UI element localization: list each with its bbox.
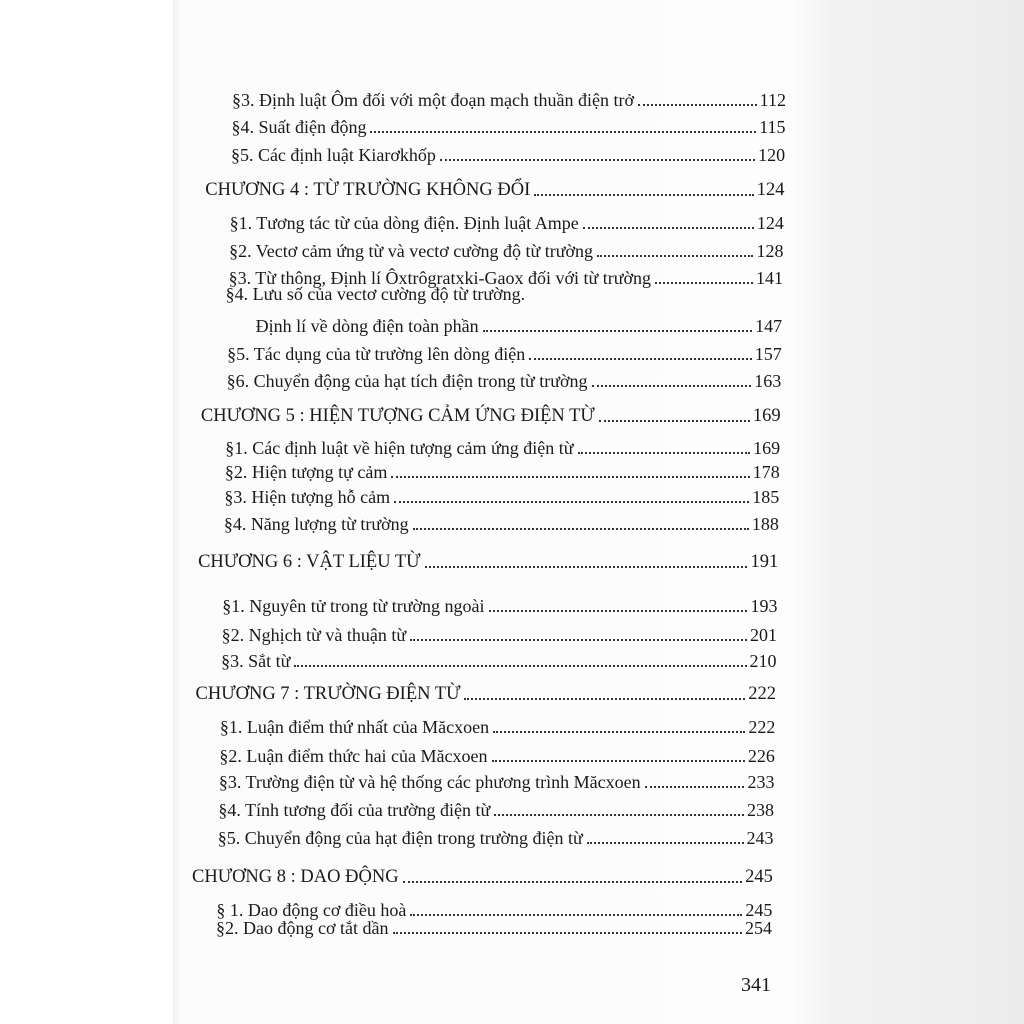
toc-page-number: 193 — [750, 596, 778, 616]
dot-leader — [578, 452, 751, 454]
toc-page-number: 226 — [747, 746, 775, 766]
toc-entry-title: §2. Nghịch từ và thuận từ — [221, 625, 407, 645]
dot-leader — [529, 358, 751, 360]
toc-entry-title: §4. Suất điện động — [231, 117, 367, 137]
toc-page-number: 124 — [756, 180, 785, 200]
toc-entry-title: §5. Các định luật Kiarơkhốp — [230, 145, 436, 165]
dot-leader — [425, 566, 748, 568]
toc-page-number: 233 — [747, 772, 775, 792]
dot-leader — [464, 698, 745, 700]
toc-entry-title: §2. Vectơ cảm ứng từ và vectơ cường độ từ trường — [229, 241, 594, 261]
toc-page-number: 112 — [759, 90, 786, 110]
toc-entry-title: §5. Tác dụng của từ trường lên dòng điện — [227, 344, 526, 364]
toc-chapter-row — [192, 863, 773, 887]
toc-entry-title: CHƯƠNG 7 : TRƯỜNG ĐIỆN TỪ — [195, 684, 461, 704]
toc-page-number: 245 — [745, 900, 773, 920]
toc-entry-title: §3. Định luật Ôm đối với một đoạn mạch thuần điện trở — [232, 90, 634, 110]
toc-page-number: 178 — [752, 462, 780, 482]
toc-section-row — [218, 824, 774, 848]
toc-page-number: 238 — [747, 800, 775, 820]
toc-entry-title: §3. Trường điện từ và hệ thống các phương trình Măcxoen — [218, 772, 641, 792]
toc-entry-title: §4. Tính tương đối của trường điện từ — [218, 800, 491, 820]
toc-page-number: 169 — [753, 438, 781, 458]
dot-leader — [599, 420, 750, 422]
dot-leader — [587, 842, 744, 844]
toc-entry-title: §5. Chuyển động của hạt điện trong trường điện từ — [217, 828, 583, 848]
toc-section-row — [221, 647, 776, 671]
dot-leader — [638, 104, 757, 106]
toc-page-number: 120 — [758, 145, 786, 165]
toc-page-number: 169 — [752, 406, 781, 426]
dot-leader — [645, 786, 745, 788]
toc-section-row — [222, 621, 777, 645]
dot-leader — [370, 131, 756, 133]
toc-page-number: 254 — [745, 918, 773, 938]
toc-entry-title: CHƯƠNG 5 : HIỆN TƯỢNG CẢM ỨNG ĐIỆN TỪ — [200, 406, 595, 426]
toc-entry-title: §6. Chuyển động của hạt tích điện trong từ trường — [226, 371, 588, 391]
toc-section-row — [220, 713, 776, 737]
toc-page-number: 222 — [748, 684, 776, 704]
toc-section-row — [232, 86, 786, 110]
dot-leader — [483, 330, 753, 332]
toc-entry-title: CHƯƠNG 4 : TỪ TRƯỜNG KHÔNG ĐỔI — [205, 180, 531, 200]
toc-page-number: 128 — [756, 241, 784, 261]
toc-entry-title: Định lí về dòng điện toàn phần — [255, 316, 479, 336]
toc-page-number: 124 — [756, 213, 784, 233]
toc-entry-title: §2. Luận điểm thức hai của Măcxoen — [219, 746, 488, 766]
dot-leader — [592, 385, 752, 387]
toc-page-number: 245 — [745, 867, 773, 887]
dot-leader — [489, 610, 748, 612]
toc-section-row — [228, 312, 783, 336]
toc-chapter-row — [196, 680, 776, 704]
toc-section-row — [218, 796, 774, 820]
toc-entry-title-first-line: §4. Lưu số của vectơ cường độ từ trường. — [225, 284, 526, 304]
toc-entry-title: §4. Năng lượng từ trường — [223, 514, 409, 534]
toc-entry-title: §1. Các định luật về hiện tượng cảm ứng điện từ — [225, 438, 574, 458]
toc-section-row — [219, 742, 775, 766]
toc-entry-title: §1. Tương tác từ của dòng điện. Định luật Ampe — [229, 213, 579, 233]
dot-leader — [393, 932, 743, 934]
toc-page-number: 201 — [749, 625, 777, 645]
dot-leader — [410, 639, 747, 641]
dot-leader — [492, 760, 745, 762]
toc-entry-title: § 1. Dao động cơ điều hoà — [216, 900, 407, 920]
toc-section-row — [224, 483, 779, 507]
toc-section-row — [225, 434, 780, 458]
dot-leader — [493, 731, 745, 733]
dot-leader — [440, 159, 755, 161]
dot-leader — [403, 881, 743, 883]
toc-entry-title: §1. Nguyên tử trong từ trường ngoài — [222, 596, 485, 616]
toc-section-row — [231, 113, 785, 137]
toc-page-number: 188 — [751, 514, 779, 534]
toc-page-number: 185 — [752, 487, 780, 507]
toc-section-row — [225, 458, 780, 482]
toc-section-row — [229, 237, 783, 261]
toc-entry-title: §2. Hiện tượng tự cảm — [224, 462, 388, 482]
toc-entry-title: §3. Sắt từ — [221, 651, 291, 671]
toc-entry-title: CHƯƠNG 8 : DAO ĐỘNG — [192, 867, 399, 887]
toc-page-number: 222 — [748, 717, 776, 737]
dot-leader — [597, 255, 753, 257]
toc-entry-title: CHƯƠNG 6 : VẬT LIỆU TỪ — [198, 552, 421, 572]
toc-page-number: 210 — [749, 651, 777, 671]
dot-leader — [394, 501, 749, 503]
toc-section-row — [227, 367, 782, 391]
toc-entry-title: §2. Dao động cơ tắt dần — [216, 918, 389, 938]
toc-page-number: 141 — [755, 268, 783, 288]
toc-section-row — [224, 510, 779, 534]
toc-page-number: 147 — [755, 316, 783, 336]
toc-chapter-row — [201, 402, 781, 426]
toc-section-row — [222, 592, 777, 616]
dot-leader — [413, 528, 749, 530]
toc-page-number: 115 — [759, 117, 786, 137]
toc-section-row — [219, 768, 775, 792]
toc-page-number: 191 — [750, 552, 779, 572]
toc-page-number: 243 — [746, 828, 774, 848]
dot-leader — [494, 814, 744, 816]
toc-section-row — [216, 914, 772, 938]
toc-section-row — [230, 209, 784, 233]
toc-page-number: 163 — [754, 371, 782, 391]
toc-page-number: 157 — [754, 344, 782, 364]
toc-chapter-row — [198, 548, 778, 572]
dot-leader — [294, 665, 746, 667]
toc-chapter-row — [205, 176, 784, 200]
toc-section-row — [231, 141, 785, 165]
toc-entry-title: §1. Luận điểm thứ nhất của Măcxoen — [219, 717, 490, 737]
toc-entry-title: §3. Từ thông, Định lí Ôxtrôgratxki-Gaox đối với từ trường — [228, 268, 651, 288]
dot-leader — [391, 476, 749, 478]
dot-leader — [583, 227, 754, 229]
toc-entry-title: §3. Hiện tượng hỗ cảm — [224, 487, 391, 507]
toc-section-row — [227, 340, 782, 364]
dot-leader — [534, 194, 753, 196]
dot-leader — [655, 282, 753, 284]
page-number: 341 — [741, 974, 771, 996]
